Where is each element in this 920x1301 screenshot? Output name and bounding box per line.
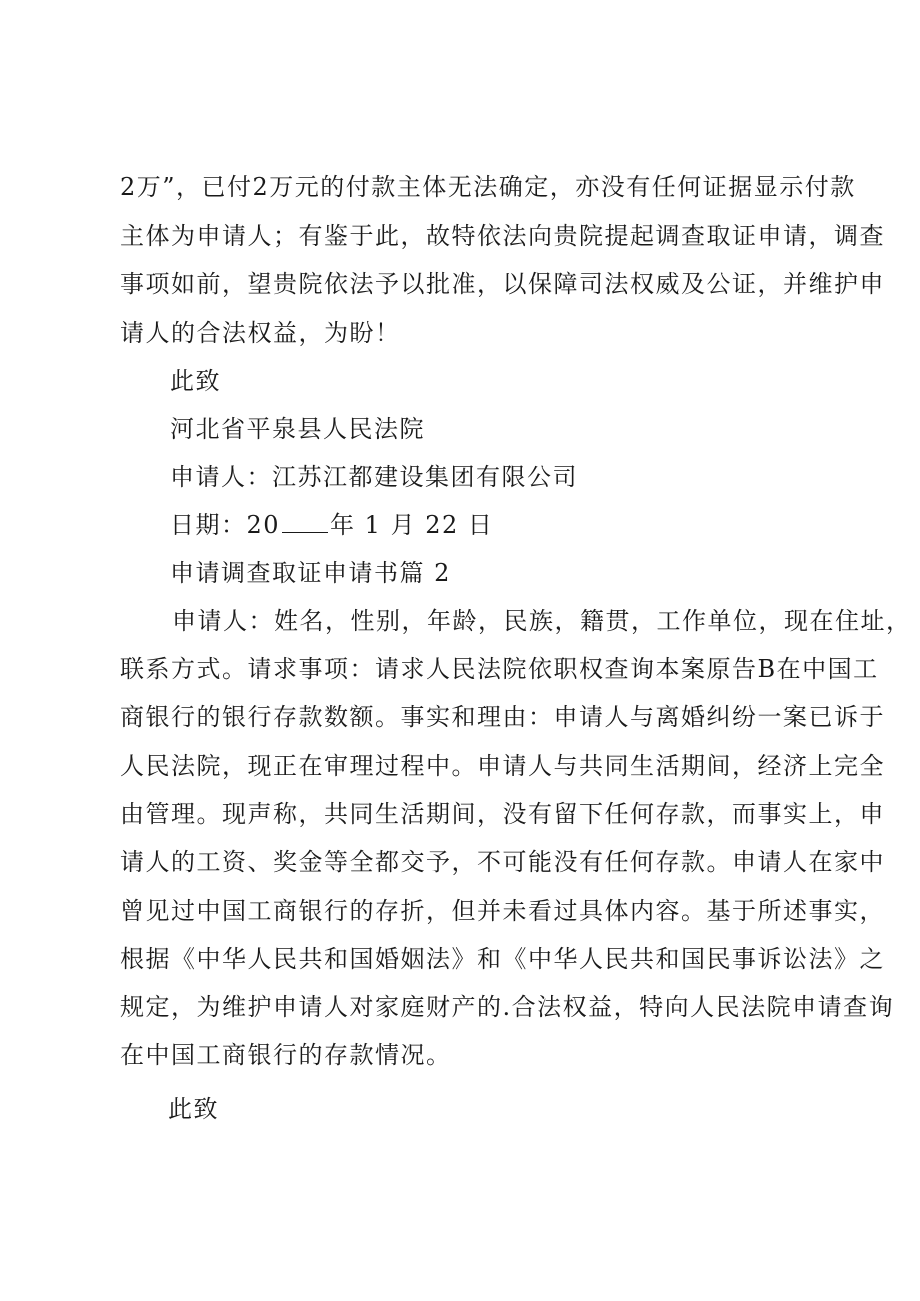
- date-prefix: 日期：20: [170, 511, 281, 539]
- paragraph-line: 请人的合法权益，为盼！: [120, 319, 401, 347]
- paragraph-line: 根据《中华人民共和国婚姻法》和《中华人民共和国民事诉讼法》之: [120, 945, 885, 973]
- paragraph-line: 联系方式。请求事项：请求人民法院依职权查询本案原告B在中国工: [120, 655, 879, 683]
- court-name: 河北省平泉县人民法院: [170, 415, 425, 443]
- paragraph-line: 规定，为维护申请人对家庭财产的.合法权益，特向人民法院申请查询: [120, 993, 895, 1021]
- paragraph-line: 在中国工商银行的存款情况。: [120, 1041, 452, 1069]
- closing-salutation: 此致: [170, 367, 221, 395]
- applicant-signature: 申请人：江苏江都建设集团有限公司: [170, 463, 578, 491]
- date-suffix: 年 1 月 22 日: [330, 511, 494, 539]
- paragraph-line: 曾见过中国工商银行的存折，但并未看过具体内容。基于所述事实，: [120, 897, 885, 925]
- date-blank: [282, 510, 328, 533]
- date-line: [170, 510, 493, 540]
- paragraph-line: 2万”，已付2万元的付款主体无法确定，亦没有任何证据显示付款: [120, 173, 856, 201]
- section-title: 申请调查取证申请书篇 2: [170, 559, 451, 587]
- paragraph-line: 请人的工资、奖金等全都交予，不可能没有任何存款。申请人在家中: [120, 848, 885, 876]
- paragraph-line: 申请人：姓名，性别，年龄，民族，籍贯，工作单位，现在住址，: [172, 607, 912, 635]
- paragraph-line: 人民法院，现正在审理过程中。申请人与共同生活期间，经济上完全: [120, 752, 885, 780]
- paragraph-line: 主体为申请人；有鉴于此，故特依法向贵院提起调查取证申请，调查: [120, 222, 885, 250]
- paragraph-line: 由管理。现声称，共同生活期间，没有留下任何存款，而事实上，申: [120, 800, 885, 828]
- closing-salutation: 此致: [168, 1095, 219, 1123]
- paragraph-line: 商银行的银行存款数额。事实和理由：申请人与离婚纠纷一案已诉于: [120, 703, 885, 731]
- paragraph-line: 事项如前，望贵院依法予以批准，以保障司法权威及公证，并维护申: [120, 270, 885, 298]
